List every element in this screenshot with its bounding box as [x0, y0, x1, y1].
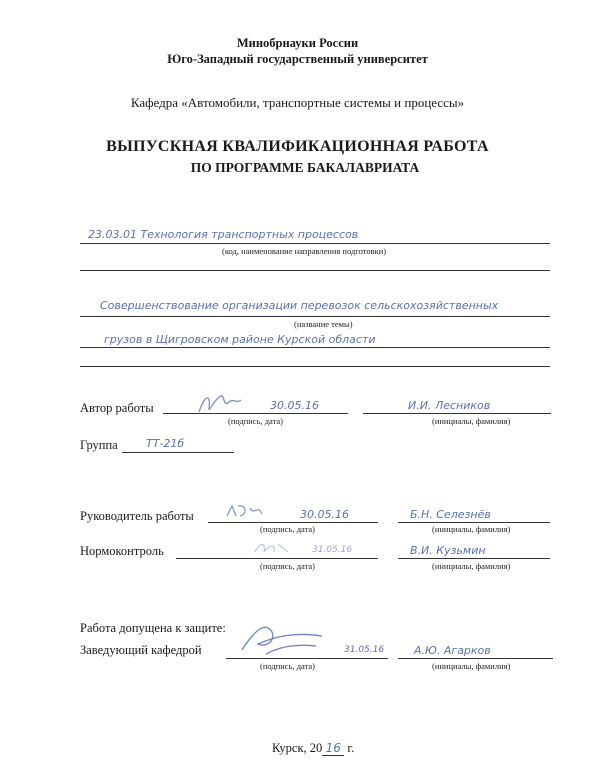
supervisor-caption-name: (инициалы, фамилия) — [432, 524, 511, 534]
author-caption-name: (инициалы, фамилия) — [432, 416, 511, 426]
topic-handwritten-2: грузов в Щигровском районе Курской области — [104, 333, 376, 346]
normcontrol-caption-sign: (подпись, дата) — [260, 561, 316, 571]
direction-caption: (код, наименование направления подготовки) — [222, 246, 387, 256]
footer-city — [272, 741, 354, 756]
supervisor-date: 30.05.16 — [300, 508, 349, 521]
supervisor-name-line — [398, 522, 550, 523]
head-sign-line — [226, 658, 388, 659]
ministry-name: Минобрнауки России — [236, 36, 359, 50]
normcontrol-caption-name: (инициалы, фамилия) — [432, 561, 511, 571]
head-date: 31.05.16 — [344, 645, 385, 655]
direction-line-2 — [80, 270, 550, 271]
supervisor-name: Б.Н. Селезнёв — [410, 508, 491, 521]
normcontrol-date: 31.05.16 — [312, 545, 353, 555]
supervisor-label: Руководитель работы — [80, 509, 194, 523]
normcontrol-name: В.И. Кузьмин — [410, 544, 486, 557]
author-label: Автор работы — [80, 401, 154, 415]
author-name-line — [363, 413, 551, 414]
head-of-department-label: Заведующий кафедрой — [80, 643, 202, 657]
head-name: А.Ю. Агарков — [414, 644, 491, 657]
topic-line-1 — [80, 316, 550, 317]
document-subtitle: ПО ПРОГРАММЕ БАКАЛАВРИАТА — [190, 160, 420, 175]
topic-handwritten-1: Совершенствование организации перевозок сельскохозяйственных — [100, 299, 499, 312]
author-sign-line — [163, 413, 348, 414]
author-name: И.И. Лесников — [408, 399, 491, 412]
supervisor-signature — [224, 500, 264, 522]
normcontrol-signature — [252, 538, 292, 558]
author-caption-sign: (подпись, дата) — [228, 416, 284, 426]
normcontrol-label: Нормоконтроль — [80, 544, 164, 558]
university-name: Юго-Западный государственный университет — [167, 52, 428, 66]
topic-caption: (название темы) — [294, 319, 353, 329]
normcontrol-name-line — [398, 558, 550, 559]
footer-g: г. — [347, 741, 355, 755]
direction-handwritten: 23.03.01 Технология транспортных процессов — [88, 228, 359, 241]
direction-line — [80, 243, 550, 244]
normcontrol-sign-line — [176, 558, 378, 559]
footer-city-text: Курск, 20 — [272, 741, 323, 755]
head-name-line — [398, 658, 553, 659]
department-name: Кафедра «Автомобили, транспортные системы и процессы» — [130, 95, 465, 110]
document-title: ВЫПУСКНАЯ КВАЛИФИКАЦИОННАЯ РАБОТА — [106, 138, 489, 155]
admission-label: Работа допущена к защите: — [80, 621, 226, 635]
author-date: 30.05.16 — [270, 399, 319, 412]
head-caption-sign: (подпись, дата) — [260, 661, 316, 671]
footer-year: 16 — [322, 741, 344, 756]
group-line — [122, 452, 234, 453]
topic-line-2 — [80, 347, 550, 348]
group-value: ТТ-21б — [146, 437, 185, 450]
head-caption-name: (инициалы, фамилия) — [432, 661, 511, 671]
supervisor-sign-line — [208, 522, 378, 523]
head-signature — [236, 618, 326, 658]
supervisor-caption-sign: (подпись, дата) — [260, 524, 316, 534]
group-label: Группа — [80, 438, 118, 452]
topic-line-3 — [80, 366, 550, 367]
